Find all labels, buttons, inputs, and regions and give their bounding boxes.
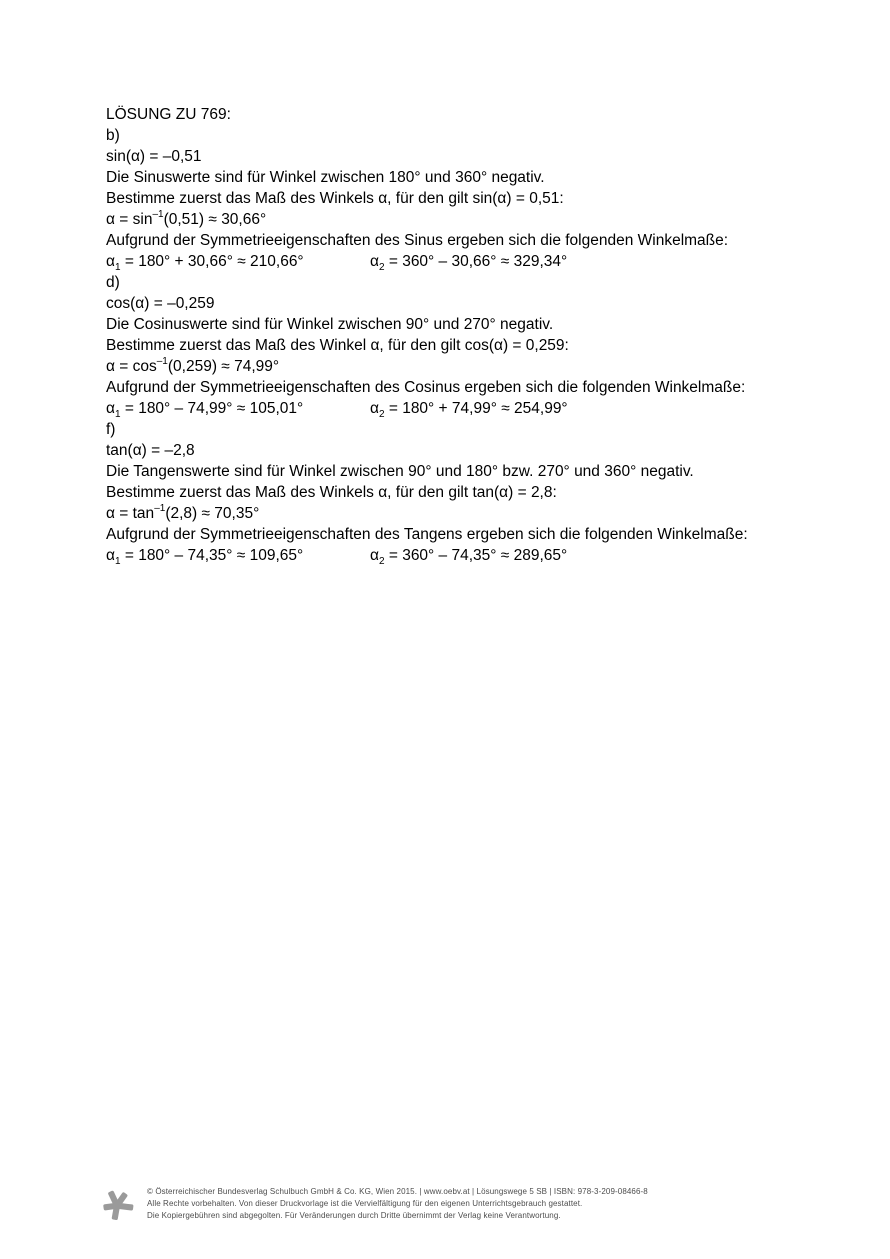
alpha-symbol: α [370,253,379,270]
oebv-asterisk-logo-icon [100,1188,134,1222]
solution-expression: = 360° – 74,35° ≈ 289,65° [384,547,568,564]
solution-alpha2 [370,545,567,566]
inverse-rhs: (2,8) ≈ 70,35° [165,505,260,522]
solution-alpha1 [106,251,370,272]
inverse-exponent: –1 [152,208,164,220]
inverse-formula [106,209,796,230]
solution-expression: = 180° – 74,99° ≈ 105,01° [120,400,304,417]
solution-alpha2 [370,251,567,272]
solutions-row [106,398,796,419]
solutions-row [106,545,796,566]
alpha-subscript: 2 [378,409,385,421]
instruction: Bestimme zuerst das Maß des Winkel α, für den gilt cos(α) = 0,259: [106,337,569,354]
inverse-lhs: α = tan [106,505,155,522]
copyright-line-2: Alle Rechte vorbehalten. Von dieser Druckvorlage ist die Vervielfältigung für den eigenen Unterrichtsgebrauch gestattet. [147,1199,583,1209]
solution-alpha1 [106,545,370,566]
solution-expression: = 180° + 74,99° ≈ 254,99° [384,400,568,417]
given-equation: sin(α) = –0,51 [106,148,202,165]
footer-text [147,1184,648,1223]
given-equation: tan(α) = –2,8 [106,442,195,459]
copyright-line-1: © Österreichischer Bundesverlag Schulbuch GmbH & Co. KG, Wien 2015. | www.oebv.at | Lösungswege 5 SB | ISBN: 978-3-209-08466-8 [147,1187,648,1196]
alpha-subscript: 1 [114,409,121,421]
alpha-symbol: α [106,253,115,270]
instruction: Bestimme zuerst das Maß des Winkels α, für den gilt sin(α) = 0,51: [106,190,564,207]
part-label: b) [106,127,120,144]
alpha-symbol: α [106,400,115,417]
inverse-exponent: –1 [154,502,166,514]
solution-expression: = 180° + 30,66° ≈ 210,66° [120,253,304,270]
alpha-symbol: α [106,547,115,564]
page-title: LÖSUNG ZU 769: [106,106,231,123]
inverse-formula [106,503,796,524]
given-equation: cos(α) = –0,259 [106,295,215,312]
instruction: Bestimme zuerst das Maß des Winkels α, für den gilt tan(α) = 2,8: [106,484,557,501]
section-d [106,272,796,314]
copyright-line-3: Die Kopiergebühren sind abgegolten. Für Veränderungen durch Dritte übernimmt der Verlag keine Verantwortung. [147,1211,561,1221]
sign-note: Die Sinuswerte sind für Winkel zwischen 180° und 360° negativ. [106,169,545,186]
solution-expression: = 360° – 30,66° ≈ 329,34° [384,253,568,270]
sign-note: Die Cosinuswerte sind für Winkel zwischen 90° und 270° negativ. [106,316,554,333]
alpha-subscript: 1 [114,556,121,568]
inverse-rhs: (0,51) ≈ 30,66° [163,211,267,228]
symmetry-note: Aufgrund der Symmetrieeigenschaften des Sinus ergeben sich die folgenden Winkelmaße: [106,232,729,249]
alpha-subscript: 1 [114,262,121,274]
alpha-subscript: 2 [378,556,385,568]
symmetry-note: Aufgrund der Symmetrieeigenschaften des Tangens ergeben sich die folgenden Winkelmaße: [106,526,748,543]
section-b [106,125,796,167]
inverse-lhs: α = sin [106,211,153,228]
alpha-symbol: α [370,400,379,417]
solutions-row [106,251,796,272]
solution-alpha2 [370,398,568,419]
solution-content [106,104,796,566]
inverse-formula [106,356,796,377]
publisher-footer [100,1184,648,1223]
alpha-subscript: 2 [378,262,385,274]
alpha-symbol: α [370,547,379,564]
symmetry-note: Aufgrund der Symmetrieeigenschaften des Cosinus ergeben sich die folgenden Winkelmaße: [106,379,746,396]
sign-note: Die Tangenswerte sind für Winkel zwischen 90° und 180° bzw. 270° und 360° negativ. [106,463,694,480]
part-label: f) [106,421,116,438]
inverse-rhs: (0,259) ≈ 74,99° [167,358,280,375]
section-f [106,419,796,461]
inverse-exponent: –1 [156,355,168,367]
part-label: d) [106,274,120,291]
solution-alpha1 [106,398,370,419]
solution-expression: = 180° – 74,35° ≈ 109,65° [120,547,304,564]
inverse-lhs: α = cos [106,358,157,375]
